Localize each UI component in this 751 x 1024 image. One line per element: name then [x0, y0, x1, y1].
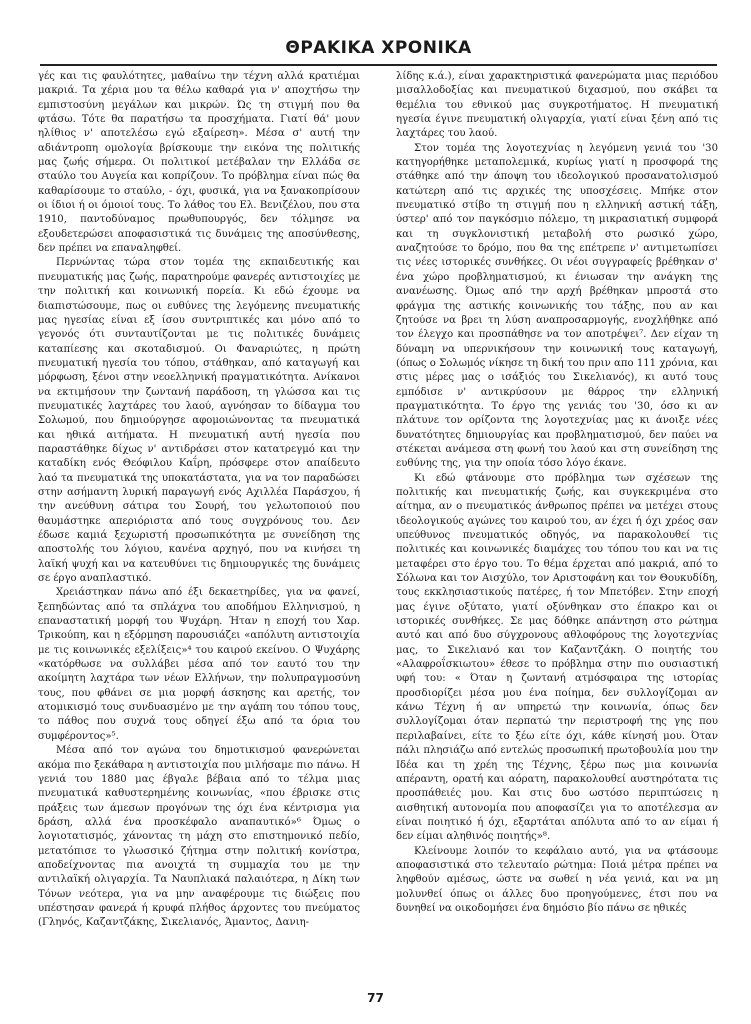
paragraph: Μέσα από τον αγώνα του δημοτικισμού φανερώνεται ακόμα πιο ξεκάθαρα η αντιστοιχία που μιλήσαμε πιο πάνω. Η γενιά του 1880 μας έβγαλε βέβαια από το τέλμα μιας πνευματικά καθυστερημένης κοινωνίας, «που έβρισκε στις πράξεις των άμεσων προγόνων της όχι ένα κέντρισμα για δράση, αλλά ένα προσκέφαλο αναπαυτικό»⁶ Όμως ο λογιοτατισμός, χάνοντας τη μάχη στο επιστημονικό πεδίο, μετατόπισε το γλωσσικό ζήτημα στην πολιτική κονίστρα, αποδείχνοντας πια ανοιχτά τη συμμαχία του με την αντιλαϊκή ολιγαρχία. Τα Ναυπλιακά παλαιότερα, η Δίκη των Τόνων νεότερα, για να μην αναφέρουμε τις διώξεις που υπέστησαν φανερά ή κρυφά πλήθος άρχοντες του πνεύματος (Γληνός, Καζαντζάκης, Σικελιανός, Άμαντος, Δανιη- — [38, 745, 360, 929]
running-header — [40, 34, 717, 66]
journal-title: ΘΡΑΚΙΚΑ ΧΡΟΝΙΚΑ — [285, 38, 472, 58]
right-column — [396, 70, 718, 916]
paragraph: Κλείνουμε λοιπόν το κεφάλαιο αυτό, για να φτάσουμε αποφασιστικά στο τελευταίο ρώτημα: Ποιά μέτρα πρέπει να ληφθούν αμέσως, ώστε να σωθεί η νέα γενιά, και να μη μολυνθεί όπως οι άλλες δυο προηγούμενες, έτσι που να δυνηθεί να οικοδομήσει ένα δημόσιο βίο πάνω σε ηθικές — [396, 845, 718, 914]
paragraph: Κι εδώ φτάνουμε στο πρόβλημα των σχέσεων της πολιτικής και πνευματικής ζωής, και συγκεκριμένα στο αίτημα, αν ο πνευματικός άνθρωπος πρέπει να μετέχει στους ιδεολογικούς αγώνες του καιρού του, αν έχει ή όχι χρέος σαν υπεύθυνος πνευματικός οδηγός, να παρακολουθεί τις πολιτικές και κοινωνικές διαμάχες του τόπου του και να τις μεταφέρει στο έργο του. Το θέμα έρχεται από μακριά, από το Σόλωνα και τον Αισχύλο, τον Αριστοφάνη και τον Θουκυδίδη, τους εκκλησιαστικούς πατέρες, ή τον Μπετόβεν. Στην εποχή μας έγινε οξύτατο, γιατί οξύνθηκαν στο έπακρο και οι ιστορικές συνθήκες. Σε μας δόθηκε απάντηση στο ρώτημα αυτό και από δυο σύγχρονους αθλοφόρους της λογοτεχνίας μας, το Σικελιανό και τον Καζαντζάκη. Ο ποιητής του «Αλαφροΐσκιωτου» έθεσε το πρόβλημα στην πιο ουσιαστική υφή του: « Όταν η ζωντανή ατμόσφαιρα της ιστορίας προσδιορίζει μέσα μου ένα ποίημα, δεν συλλογίζομαι αν κάνω Τέχνη ή αν υπηρετώ την κοινωνία, όπως δεν συλλογίζομαι όταν περπατώ την περιστροφή της γης που περιλαβαίνει, είτε το ξέω είτε όχι, κάθε κίνησή μου. Όταν πάλι πλησιάζω από εντελώς προσωπική πρωτοβουλία μου την Ιδέα και τη χρέη της Τέχνης, ξέρω πως μια κοινωνία απέραντη, ορατή και αόρατη, παρακολουθεί αυστηρότατα τις προσπάθειές μου. Και στις δυο ωστόσο περιπτώσεις η αισθητική αυτονομία που αποφασίζει για το αποτέλεσμα αν είναι ποιητικό ή όχι, εξαρτάται απόλυτα από το αν είμαι ή δεν είμαι αληθινός ποιητής»⁸. — [396, 472, 718, 843]
paragraph: Χρειάστηκαν πάνω από έξι δεκαετηρίδες, για να φανεί, ξεπηδώντας από τα σπλάχνα του αποδήμου Ελληνισμού, η επαναστατική μορφή του Ψυχάρη. Ήταν η εποχή του Χαρ. Τρικούπη, και η εξόρμηση παρουσιάζει «απόλυτη αντιστοιχία με τις κοινωνικές εξελίξεις»⁴ του καιρού εκείνου. Ο Ψυχάρης «κατόρθωσε να συλλάβει μέσα από τον εαυτό του την ακοίμητη λαχτάρα των νέων Ελλήνων, την πολυπραγμοσύνη τους, που φθάνει σε μια μορφή άσκησης και αρετής, τον ατομικισμό τους συνδυασμένο με την αγάπη του τόπου τους, το πάθος που συχνά τους οδηγεί έξω από τα όρια του συμφέροντος»⁵. — [38, 587, 360, 742]
paragraph: γές και τις φαυλότητες, μαθαίνω την τέχνη αλλά κρατιέμαι μακριά. Τα χέρια μου τα θέλω καθαρά για ν' αποχτήσω την εμπιστοσύνη μεγάλων και μικρών. Ώς τη στιγμή που θα φτάσω. Τότε θα παρατήσω τα προσχήματα. Γιατί θά' μουν ηλίθιος ν' αποτελέσω εγώ εξαίρεση». Μέσα σ' αυτή την αδιάντροπη ομολογία βρίσκουμε την εικόνα της πολιτικής μας ζωής σήμερα. Οι πολιτικοί μετέβαλαν την Ελλάδα σε σταύλο του Αυγεία και κοπρίζουν. Το πρόβλημα είναι πώς θα καθαρίσουμε το σταύλο, - όχι, φυσικά, για να ξανακοπρίσουν οι ίδιοι ή οι όμοιοί τους. Το λάθος του Ελ. Βενιζέλου, που στα 1910, παντοδύναμος πρωθυπουργός, δεν τόλμησε να εξουδετερώσει αποφασιστικά τις δυνάμεις της αποσύνθεσης, δεν πρέπει να επαναληφθεί. — [38, 71, 360, 255]
paragraph: Περνώντας τώρα στον τομέα της εκπαιδευτικής και πνευματικής μας ζωής, παρατηρούμε φανερές αντιστοιχίες με την πολιτική και κοινωνική πορεία. Κι εδώ έχουμε να διαπιστώσουμε, πως οι ευθύνες της λεγόμενης πνευματικής μας ηγεσίας είναι εξ ίσου συντριπτικές και μόνο από το γεγονός ότι συνταυτίζονται με τις πολιτικές δυνάμεις καταπίεσης και σκοταδισμού. Οι Φαναριώτες, η πρώτη πνευματική ηγεσία του τόπου, στάθηκαν, από καταγωγή και μόρφωση, ξένοι στην νεοελληνική πραγματικότητα. Ανίκανοι να εκτιμήσουν την ζωντανή παράδοση, τη γλώσσα και τις πνευματικές λαχτάρες του λαού, αγνόησαν το δίδαγμα του Σολωμού, που δημιούργησε αφομοιώνοντας τα πνευματικά και ηθικά αιτήματα. Η πνευματική αυτή ηγεσία που παραστάθηκε δίχως ν' αντιδράσει στον κατατρεγμό και την καταδίκη ενός Θεόφιλου Καΐρη, πρόσφερε στον απαίδευτο λαό τα πνευματικά της υποκατάστατα, για να τον παραδώσει στην ασήμαντη λυρική παραγωγή ενός Αχιλλέα Παράσχου, ή την ανεύθυνη σάτιρα του Σουρή, του γελωτοποιού που θαυμάστηκε απεριόριστα από τους συγχρόνους του. Δεν έδωσε καμιά ξεχωριστή προσωπικότητα με συνείδηση της αποστολής του λόγιου, κανένα αρχηγό, που να κινήσει τη λαϊκή ψυχή και να κατευθύνει τις δημιουργικές της δυνάμεις σε έργο αναπλαστικό. — [38, 257, 360, 585]
left-column — [38, 70, 360, 931]
paragraph: Στον τομέα της λογοτεχνίας η λεγόμενη γενιά του '30 κατηγορήθηκε μεταπολεμικά, κυρίως γιατί η προσφορά της στάθηκε από την άποψη του ιδεολογικού προσανατολισμού κατώτερη από τις αρχικές της υποσχέσεις. Μπήκε στον πνευματικό στίβο τη στιγμή που η ελληνική αστική τάξη, ύστερ' από τον παγκόσμιο πόλεμο, τη μικρασιατική συμφορά και τη συγκλονιστική μεταβολή στο ρωσικό χώρο, αναζητούσε το δρόμο, που θα της επέτρεπε ν' αντιμετωπίσει τις νέες ιστορικές συνθήκες. Οι νέοι συγγραφείς βρέθηκαν σ' ένα χώρο προβληματισμού, κι ένιωσαν την ανάγκη της ανανέωσης. Όμως από την αρχή βρέθηκαν μπροστά στο φράγμα της αστικής κοινωνικής του τάξης, που αν και ζητούσε να βρει τη λύση αναπροσαρμογής, ενοχλήθηκε από τον έλεγχο και προσπάθησε να τον αποτρέψει⁷. Δεν είχαν τη δύναμη να υπερνικήσουν την κοινωνική τους καταγωγή, (όπως ο Σολωμός νίκησε τη δική του πριν απο 111 χρόνια, και στις μέρες μας ο ισάξιός του Σικελιανός), κι αυτό τους εμπόδισε ν' αντικρύσουν με θάρρος την ελληνική πραγματικότητα. Το έργο της γενιάς του '30, όσο κι αν πλάτυνε τον ορίζοντα της λογοτεχνίας μας κι άνοιξε νέες δυνατότητες δημιουργίας και προβληματισμού, δεν παύει να στέκεται ανάμεσα στη φωνή του λαού και στη συνείδηση της ευθύνης της, για την οποία τόσο λόγο έκανε. — [396, 142, 718, 470]
page-number: 77 — [367, 991, 384, 1005]
paragraph: λίδης κ.ά.), είναι χαρακτηριστικά φανερώματα μιας περιόδου μισαλλοδοξίας και πνευματικού διχασμού, που σκάβει τα θεμέλια του εθνικού μας συγκροτήματος. Η πνευματική ηγεσία έγινε πνευματική ολιγαρχία, γιατί είναι ξένη από τις λαχτάρες του λαού. — [396, 71, 718, 140]
